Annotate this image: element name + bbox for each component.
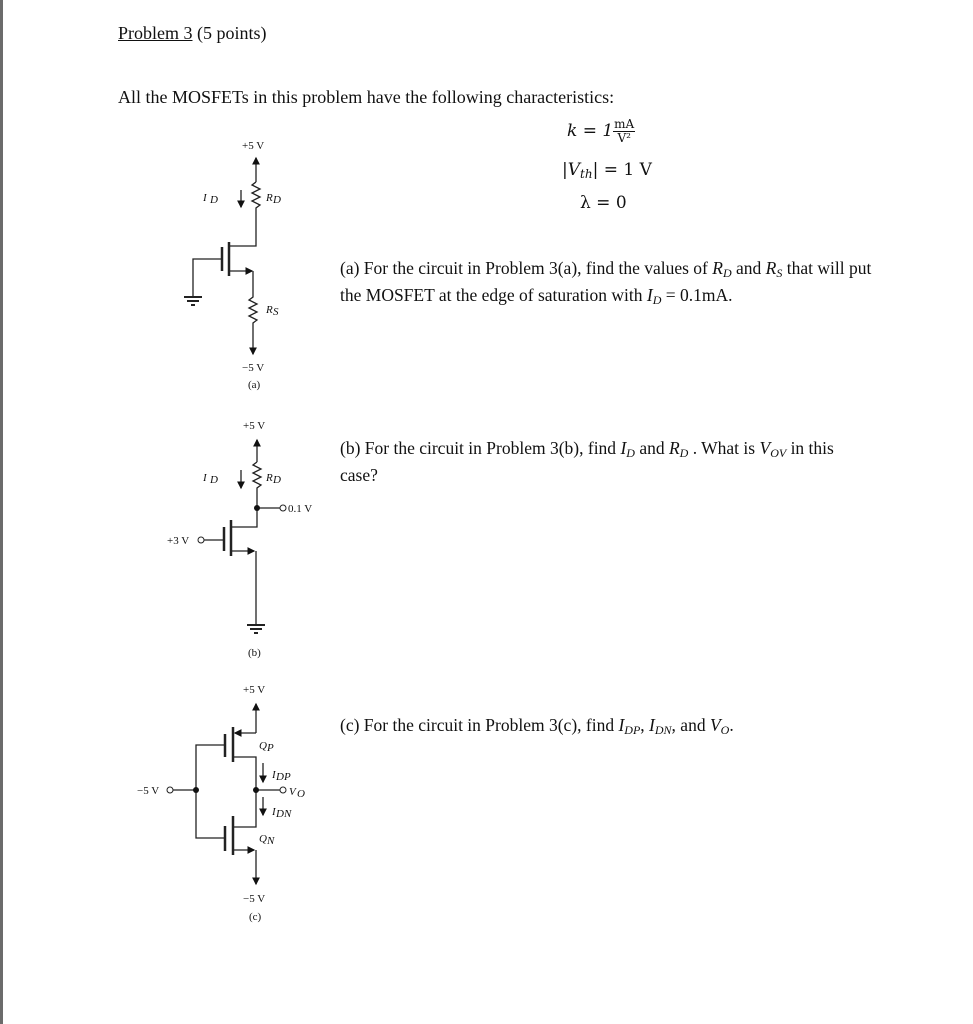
caption-b: (b) — [248, 647, 261, 659]
qb-v2: R — [668, 438, 680, 458]
qb-s1: (b) For the circuit in Problem 3(b), find — [340, 438, 621, 458]
label-idn-sub: DN — [276, 808, 292, 820]
k-num: mA — [614, 117, 635, 131]
qb-s3: . What is — [688, 438, 760, 458]
qb-v1: I — [620, 438, 627, 458]
label-rs-a: R — [266, 304, 273, 316]
qa-v1: R — [712, 258, 723, 278]
label-vg-b: +3 V — [167, 535, 190, 547]
qc-v1: I — [618, 715, 625, 735]
qa-v2s: S — [776, 266, 783, 280]
qb-v3s: OV — [770, 446, 787, 460]
k-lhs: k = 1 — [567, 121, 614, 141]
qc-s3: , and — [671, 715, 710, 735]
label-id-sub-a: D — [210, 194, 218, 206]
title-rest: (5 points) — [192, 23, 267, 43]
param-lambda: λ = 0 — [580, 193, 627, 213]
label-vin-c: −5 V — [137, 785, 160, 797]
terminal-3v — [198, 537, 204, 543]
label-id-a: I — [203, 192, 207, 204]
qc-v2: I — [649, 715, 655, 735]
label-vo-sub: O — [297, 788, 305, 800]
qb-s2: and — [634, 438, 669, 458]
qb-s4: in this case? — [340, 438, 834, 485]
label-rd-sub-a: D — [273, 194, 281, 206]
label-vdd-b: +5 V — [243, 420, 266, 432]
label-vdd-a: +5 V — [242, 140, 265, 152]
terminal-0v1 — [280, 505, 286, 511]
qa-v3: I — [646, 285, 653, 305]
label-vss-a: −5 V — [242, 362, 265, 374]
qb-v2s: D — [679, 446, 689, 460]
qa-v2: R — [765, 258, 777, 278]
label-vo: V — [289, 786, 296, 798]
caption-c: (c) — [249, 911, 262, 923]
circuit-a — [184, 158, 260, 354]
qb-v3: V — [759, 438, 771, 458]
qc-v2s: DN — [654, 723, 672, 737]
terminal-vo — [280, 787, 286, 793]
qb-v1s: D — [626, 446, 635, 460]
circuit-c — [173, 704, 280, 884]
label-id-sub-b: D — [210, 474, 218, 486]
label-idp-sub: DP — [276, 771, 291, 783]
ground-icon — [184, 297, 202, 305]
qc-s1: (c) For the circuit in Problem 3(c), find — [340, 715, 619, 735]
qa-v1s: D — [722, 266, 732, 280]
label-rd-sub-b: D — [273, 474, 281, 486]
circuit-b — [204, 440, 280, 633]
intro-text: All the MOSFETs in this problem have the following characteristics: — [118, 87, 615, 107]
k-den: V² — [617, 131, 631, 145]
resistor-rd-b — [232, 462, 261, 527]
qa-s4: = 0.1mA. — [661, 285, 733, 305]
label-vd-b: 0.1 V — [288, 503, 313, 515]
label-rd-b: R — [266, 472, 273, 484]
qa-s3: that will put the MOSFET at the edge of saturation with — [340, 258, 872, 305]
label-qn: Q — [259, 833, 267, 845]
qc-s2: , — [640, 715, 650, 735]
title-underlined: Problem 3 — [118, 23, 193, 43]
resistor-rd-a — [230, 182, 260, 246]
qc-s4: . — [729, 715, 734, 735]
label-idp: I — [272, 769, 276, 781]
caption-a: (a) — [248, 379, 261, 391]
vth-lhs: |V — [562, 160, 581, 180]
vth-rhs: | = 1 V — [592, 160, 652, 180]
label-rd-a: R — [266, 192, 273, 204]
qa-s1: (a) For the circuit in Problem 3(a), find the values of — [340, 258, 713, 278]
vth-sub: th — [580, 167, 593, 181]
qc-v3: V — [709, 715, 721, 735]
qc-v1s: DP — [624, 723, 641, 737]
qa-v3s: D — [652, 293, 662, 307]
qa-s2: and — [731, 258, 766, 278]
label-qp-sub: P — [267, 742, 274, 754]
label-qn-sub: N — [267, 835, 275, 847]
label-qp: Q — [259, 740, 267, 752]
terminal-vin — [167, 787, 173, 793]
resistor-rs-a — [249, 271, 257, 354]
label-rs-sub-a: S — [273, 306, 279, 318]
ground-icon-b — [247, 625, 265, 633]
label-vdd-c: +5 V — [243, 684, 266, 696]
label-id-b: I — [203, 472, 207, 484]
label-vss-c: −5 V — [243, 893, 266, 905]
label-idn: I — [272, 806, 276, 818]
qc-v3s: O — [720, 723, 730, 737]
